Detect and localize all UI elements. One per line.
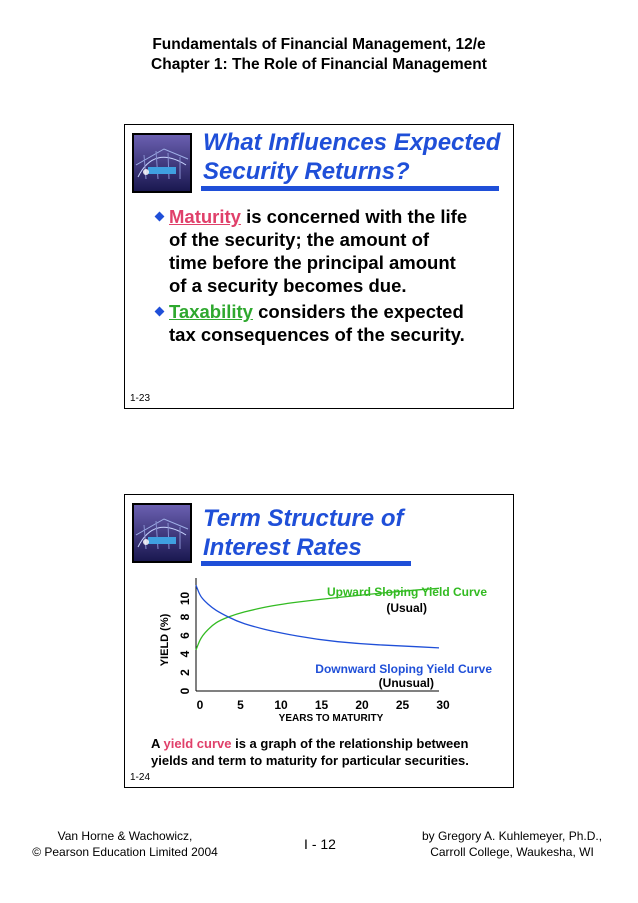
chapter-title: Chapter 1: The Role of Financial Management <box>151 56 487 73</box>
slide-1-23 <box>124 124 514 409</box>
upward-curve-sublabel: (Usual) <box>386 601 427 615</box>
x-tick-label: 30 <box>436 698 450 712</box>
x-tick-label: 5 <box>237 698 244 712</box>
x-tick-label: 20 <box>355 698 369 712</box>
x-tick-label: 0 <box>196 698 204 712</box>
y-tick-label: 8 <box>178 613 192 621</box>
downward-curve-sublabel: (Unusual) <box>378 676 434 690</box>
diamond-bullet-icon <box>155 307 165 317</box>
x-axis-title: YEARS TO MATURITY <box>278 713 384 724</box>
bullet-list <box>155 205 500 349</box>
slide-title: What Influences Expected Security Returns? <box>203 129 501 185</box>
x-tick-label: 10 <box>274 698 288 712</box>
keyword-yield-curve: yield curve <box>163 736 232 751</box>
downward-curve-label: Downward Sloping Yield Curve <box>315 662 492 676</box>
x-tick-label: 25 <box>395 698 410 712</box>
slide-title: Term Structure of Interest Rates <box>203 505 404 561</box>
course-title: Fundamentals of Financial Management, 12/e <box>152 36 486 53</box>
y-axis-title: YIELD (%) <box>159 613 171 667</box>
document-header <box>0 35 638 75</box>
slide-logo-image <box>132 133 192 193</box>
y-tick-label: 0 <box>178 687 192 695</box>
y-tick-label: 6 <box>178 632 192 639</box>
slide-number: 1-24 <box>130 772 151 783</box>
y-tick-label: 10 <box>178 591 192 606</box>
bullet-maturity: Maturity is concerned with the life of the security; the amount of time before the principal amount of a security becomes due. <box>155 205 500 297</box>
bullet-taxability: Taxability considers the expected tax consequences of the security. <box>155 300 500 346</box>
keyword-taxability: Taxability <box>169 301 253 322</box>
y-tick-label: 4 <box>178 650 192 658</box>
page-number: I - 12 <box>304 836 336 852</box>
footer-right: by Gregory A. Kuhlemeyer, Ph.D., Carroll College, Waukesha, WI <box>421 829 603 859</box>
x-tick-label: 15 <box>314 698 329 712</box>
footer-left: Van Horne & Wachowicz, © Pearson Education Limited 2004 <box>32 829 218 859</box>
y-tick-label: 2 <box>178 669 192 676</box>
slide-caption: A yield curve is a graph of the relationship between yields and term to maturity for particular securities. <box>151 736 469 768</box>
title-underline <box>201 186 499 191</box>
slide-1-24 <box>124 494 514 788</box>
diamond-bullet-icon <box>155 212 165 222</box>
yield-curve-chart <box>125 495 513 730</box>
keyword-maturity: Maturity <box>169 206 241 227</box>
upward-curve-label: Upward Sloping Yield Curve <box>326 585 487 599</box>
slide-number: 1-23 <box>130 393 151 404</box>
